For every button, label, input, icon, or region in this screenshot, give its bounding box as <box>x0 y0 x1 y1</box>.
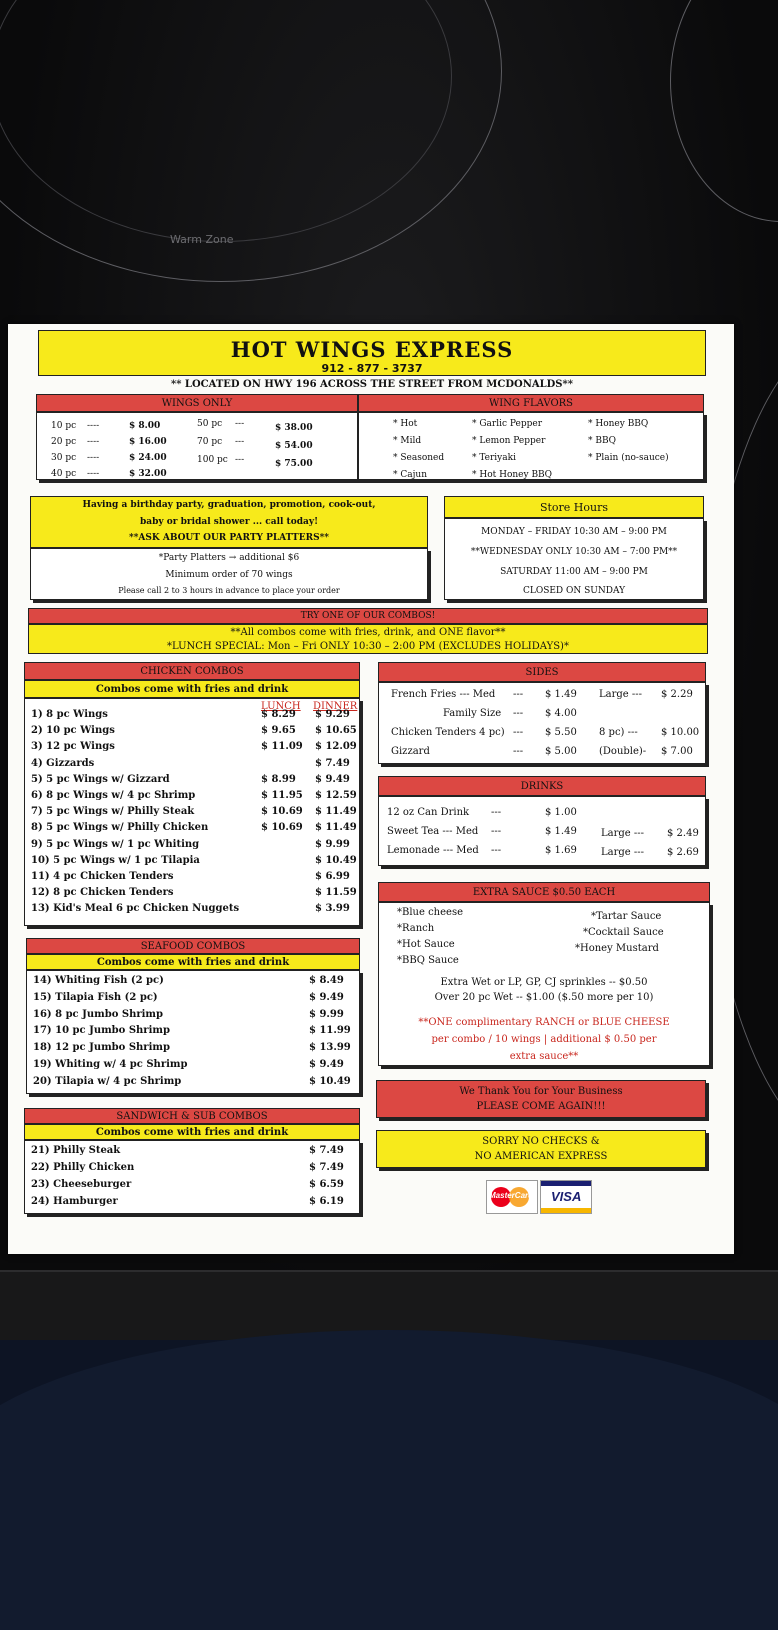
combo-dinner-price: $ 11.49 <box>315 822 357 834</box>
combo-dinner-price: $ 9.49 <box>315 773 350 785</box>
sides-header <box>378 662 706 682</box>
sides-title: SIDES <box>525 667 559 678</box>
flavor-item: * Seasoned <box>393 453 445 463</box>
sauce-note: Over 20 pc Wet -- $1.00 ($.50 more per 10) <box>434 992 654 1003</box>
side-dash: --- <box>513 727 524 738</box>
drink-dash: --- <box>491 807 502 818</box>
dinner-column-header: DINNER <box>313 701 358 712</box>
combos-banner-top <box>28 608 708 624</box>
thank-you-line: PLEASE COME AGAIN!!! <box>476 1101 606 1112</box>
sandwich-combos-title: SANDWICH & SUB COMBOS <box>116 1111 268 1122</box>
complimentary-sauce-note: extra sauce** <box>509 1051 579 1062</box>
hours-line: SATURDAY 11:00 AM – 9:00 PM <box>500 567 648 577</box>
wings-only-table <box>36 412 358 480</box>
combo-lunch-price: $ 8.29 <box>261 709 296 720</box>
wing-qty: 50 pc <box>197 419 223 429</box>
party-line: Please call 2 to 3 hours in advance to place your order <box>118 586 340 595</box>
combo-price: $ 10.49 <box>309 1075 351 1087</box>
flavor-item: * Teriyaki <box>472 453 516 463</box>
combo-item-name: 21) Philly Steak <box>31 1145 121 1156</box>
combo-dinner-price: $ 12.59 <box>315 790 357 801</box>
combo-dinner-price: $ 11.59 <box>315 887 357 899</box>
combo-dinner-price: $ 12.09 <box>315 741 357 753</box>
flavor-item: * Cajun <box>393 470 427 480</box>
side-large-price: $ 7.00 <box>661 746 693 757</box>
wing-qty: 70 pc <box>197 437 223 447</box>
warm-zone-label: Warm Zone <box>170 233 234 246</box>
seafood-combos-subtitle: Combos come with fries and drink <box>96 957 290 968</box>
combo-item-name: 14) Whiting Fish (2 pc) <box>33 975 164 986</box>
combo-item-name: 12) 8 pc Chicken Tenders <box>31 887 174 899</box>
wing-price: $ 32.00 <box>129 469 167 479</box>
store-hours-title: Store Hours <box>539 501 609 514</box>
party-line: baby or bridal shower ... call today! <box>139 517 319 527</box>
flavor-item: * Hot <box>393 419 418 429</box>
combo-item-name: 23) Cheeseburger <box>31 1179 132 1190</box>
wing-qty: 40 pc <box>51 469 77 479</box>
wing-dash: ---- <box>87 453 100 463</box>
sandwich-combos-subtitle: Combos come with fries and drink <box>95 1127 289 1138</box>
wing-dash: --- <box>235 455 245 465</box>
wing-price: $ 54.00 <box>275 441 313 451</box>
combo-item-name: 4) Gizzards <box>31 757 95 769</box>
wing-dash: --- <box>235 437 245 447</box>
thank-you-banner <box>376 1080 706 1118</box>
combo-lunch-price: $ 11.95 <box>261 790 303 801</box>
wing-dash: --- <box>235 419 245 429</box>
side-large-label: (Double)- <box>599 746 647 757</box>
flavor-item: * Hot Honey BBQ <box>472 470 553 480</box>
sides-table <box>378 682 706 764</box>
drink-item-name: 12 oz Can Drink <box>387 807 470 818</box>
side-item-name: Chicken Tenders 4 pc) <box>391 727 505 738</box>
combo-item-name: 19) Whiting w/ 4 pc Shrimp <box>33 1059 188 1070</box>
drink-dash: --- <box>491 845 502 856</box>
wing-qty: 20 pc <box>51 437 77 447</box>
combo-item-name: 1) 8 pc Wings <box>31 709 108 720</box>
wings-only-header <box>36 394 358 412</box>
wing-flavors-header <box>358 394 704 412</box>
drinks-title: DRINKS <box>520 781 564 792</box>
wing-dash: ---- <box>87 437 100 447</box>
hours-line: MONDAY – FRIDAY 10:30 AM – 9:00 PM <box>481 527 667 537</box>
seafood-combos-table <box>26 970 360 1094</box>
combo-item-name: 9) 5 pc Wings w/ 1 pc Whiting <box>31 838 200 850</box>
combo-price: $ 6.59 <box>309 1179 344 1190</box>
payment-note-banner <box>376 1130 706 1168</box>
party-line: Having a birthday party, graduation, promotion, cook-out, <box>82 500 376 510</box>
party-line: Minimum order of 70 wings <box>165 570 293 580</box>
combo-lunch-price: $ 10.69 <box>261 806 303 818</box>
lap-fabric <box>0 1330 778 1630</box>
drink-large-price: $ 2.49 <box>667 828 699 839</box>
combo-item-name: 17) 10 pc Jumbo Shrimp <box>33 1025 170 1037</box>
flavor-item: * Garlic Pepper <box>472 419 543 429</box>
side-price: $ 5.50 <box>545 727 577 738</box>
side-large-price: $ 10.00 <box>661 727 700 738</box>
combo-item-name: 10) 5 pc Wings w/ 1 pc Tilapia <box>31 854 200 866</box>
seafood-combos-header <box>26 938 360 954</box>
mastercard-icon <box>486 1180 538 1214</box>
drink-price: $ 1.49 <box>545 826 577 837</box>
wing-flavors-list <box>358 412 704 480</box>
complimentary-sauce-note: **ONE complimentary RANCH or BLUE CHEESE <box>418 1017 670 1028</box>
seafood-combos-title: SEAFOOD COMBOS <box>140 941 246 952</box>
drink-item-name: Sweet Tea --- Med <box>387 826 479 837</box>
side-price: $ 1.49 <box>545 689 577 700</box>
combo-price: $ 9.49 <box>309 1059 344 1070</box>
drink-large-label: Large --- <box>601 828 645 839</box>
menu-paper <box>8 324 734 1254</box>
combo-item-name: 7) 5 pc Wings w/ Philly Steak <box>31 806 195 818</box>
sauce-item: *Ranch <box>397 923 435 934</box>
side-large-price: $ 2.29 <box>661 689 693 700</box>
side-price: $ 4.00 <box>545 708 577 719</box>
combo-lunch-price: $ 8.99 <box>261 773 296 785</box>
combo-item-name: 18) 12 pc Jumbo Shrimp <box>33 1042 170 1054</box>
sauce-item: *Blue cheese <box>397 907 464 918</box>
seafood-combos-subheader <box>26 954 360 970</box>
wing-qty: 10 pc <box>51 421 77 431</box>
party-banner <box>30 496 428 548</box>
drinks-header <box>378 776 706 796</box>
combo-price: $ 8.49 <box>309 975 344 986</box>
location-note: ** LOCATED ON HWY 196 ACROSS THE STREET FROM MCDONALDS** <box>170 379 573 390</box>
hours-line: **WEDNESDAY ONLY 10:30 AM – 7:00 PM** <box>470 547 678 557</box>
sauce-item: *Tartar Sauce <box>591 911 662 922</box>
visa-icon <box>540 1180 592 1214</box>
side-item-name: Family Size <box>443 708 502 719</box>
combo-item-name: 20) Tilapia w/ 4 pc Shrimp <box>33 1075 182 1087</box>
party-line: *Party Platters → additional $6 <box>158 553 300 563</box>
combo-item-name: 2) 10 pc Wings <box>31 725 115 737</box>
combo-item-name: 6) 8 pc Wings w/ 4 pc Shrimp <box>31 790 196 801</box>
combo-item-name: 16) 8 pc Jumbo Shrimp <box>33 1008 163 1020</box>
combos-banner-title: TRY ONE OF OUR COMBOS! <box>300 611 436 621</box>
extra-sauce-box <box>378 902 710 1066</box>
sandwich-combos-header <box>24 1108 360 1124</box>
combo-lunch-price: $ 9.65 <box>261 725 296 737</box>
flavor-item: * Honey BBQ <box>588 419 649 429</box>
sauce-item: *BBQ Sauce <box>397 955 459 966</box>
party-details <box>30 548 428 600</box>
combo-dinner-price: $ 9.29 <box>315 709 350 720</box>
combo-price: $ 6.19 <box>309 1196 344 1207</box>
combo-price: $ 7.49 <box>309 1145 344 1156</box>
wing-price: $ 38.00 <box>275 423 313 433</box>
payment-note-line: NO AMERICAN EXPRESS <box>474 1151 608 1162</box>
accepted-cards <box>486 1180 596 1214</box>
combo-item-name: 22) Philly Chicken <box>31 1162 135 1173</box>
wing-price: $ 16.00 <box>129 437 167 447</box>
visa-wordmark: VISA <box>551 1189 582 1204</box>
combo-item-name: 24) Hamburger <box>31 1196 118 1207</box>
combos-banner-line: **All combos come with fries, drink, and ONE flavor** <box>230 627 506 638</box>
combo-lunch-price: $ 10.69 <box>261 822 303 834</box>
sauce-note: Extra Wet or LP, GP, CJ sprinkles -- $0.50 <box>440 977 648 988</box>
combo-item-name: 8) 5 pc Wings w/ Philly Chicken <box>31 822 209 834</box>
drink-large-label: Large --- <box>601 847 645 858</box>
combo-lunch-price: $ 11.09 <box>261 741 303 753</box>
flavor-item: * Lemon Pepper <box>472 436 546 446</box>
combo-item-name: 13) Kid's Meal 6 pc Chicken Nuggets <box>31 903 240 915</box>
combo-dinner-price: $ 11.49 <box>315 806 357 818</box>
extra-sauce-header <box>378 882 710 902</box>
combo-dinner-price: $ 7.49 <box>315 757 350 769</box>
combos-banner <box>28 624 708 654</box>
chicken-combos-subheader <box>24 680 360 698</box>
burner-ring <box>670 0 778 222</box>
hours-line: CLOSED ON SUNDAY <box>522 586 626 596</box>
restaurant-title: HOT WINGS EXPRESS <box>230 337 514 362</box>
store-hours-list <box>444 518 704 600</box>
drink-price: $ 1.00 <box>545 807 577 818</box>
drink-item-name: Lemonade --- Med <box>387 845 479 856</box>
wings-only-title: WINGS ONLY <box>161 398 233 409</box>
sauce-item: *Honey Mustard <box>575 943 659 954</box>
wing-price: $ 75.00 <box>275 459 313 469</box>
combo-item-name: 15) Tilapia Fish (2 pc) <box>33 991 158 1003</box>
side-dash: --- <box>513 689 524 700</box>
combo-dinner-price: $ 10.65 <box>315 725 357 737</box>
combo-price: $ 9.49 <box>309 991 344 1003</box>
complimentary-sauce-note: per combo / 10 wings | additional $ 0.50 per <box>431 1034 657 1045</box>
chicken-combos-header <box>24 662 360 680</box>
side-dash: --- <box>513 746 524 757</box>
sandwich-combos-table <box>24 1140 360 1214</box>
drink-large-price: $ 2.69 <box>667 847 699 858</box>
side-large-label: 8 pc) --- <box>599 727 638 738</box>
wing-qty: 30 pc <box>51 453 77 463</box>
extra-sauce-title: EXTRA SAUCE $0.50 EACH <box>472 887 616 898</box>
flavor-item: * BBQ <box>588 436 616 446</box>
sauce-item: *Cocktail Sauce <box>583 927 664 938</box>
chicken-combos-table <box>24 698 360 926</box>
combo-dinner-price: $ 10.49 <box>315 854 357 866</box>
combo-item-name: 11) 4 pc Chicken Tenders <box>31 871 174 882</box>
drink-price: $ 1.69 <box>545 845 577 856</box>
combo-dinner-price: $ 3.99 <box>315 903 350 915</box>
header-banner <box>38 330 706 376</box>
wing-dash: ---- <box>87 421 100 431</box>
chicken-combos-subtitle: Combos come with fries and drink <box>95 684 289 695</box>
chicken-combos-title: CHICKEN COMBOS <box>140 666 244 677</box>
mastercard-wordmark: MasterCard <box>489 1191 534 1200</box>
wing-price: $ 8.00 <box>129 421 161 431</box>
payment-note-line: SORRY NO CHECKS & <box>482 1136 600 1147</box>
drink-dash: --- <box>491 826 502 837</box>
wing-flavors-title: WING FLAVORS <box>488 398 574 409</box>
store-hours-header <box>444 496 704 518</box>
side-item-name: French Fries --- Med <box>391 689 496 700</box>
side-item-name: Gizzard <box>391 746 430 757</box>
side-large-label: Large --- <box>599 689 643 700</box>
combo-dinner-price: $ 9.99 <box>315 838 350 850</box>
flavor-item: * Plain (no-sauce) <box>588 453 669 463</box>
combo-item-name: 5) 5 pc Wings w/ Gizzard <box>31 773 170 785</box>
party-platters-ask: **ASK ABOUT OUR PARTY PLATTERS** <box>128 533 329 543</box>
combo-price: $ 9.99 <box>309 1008 344 1020</box>
lunch-special-note: *LUNCH SPECIAL: Mon – Fri ONLY 10:30 – 2:00 PM (EXCLUDES HOLIDAYS)* <box>167 641 569 652</box>
side-dash: --- <box>513 708 524 719</box>
combo-price: $ 7.49 <box>309 1162 344 1173</box>
lunch-column-header: LUNCH <box>261 701 301 712</box>
flavor-item: * Mild <box>393 436 422 446</box>
combo-item-name: 3) 12 pc Wings <box>31 741 115 753</box>
sauce-item: *Hot Sauce <box>397 939 455 950</box>
drinks-table <box>378 796 706 866</box>
wing-dash: ---- <box>87 469 100 479</box>
side-price: $ 5.00 <box>545 746 577 757</box>
combo-price: $ 11.99 <box>309 1025 351 1037</box>
sandwich-combos-subheader <box>24 1124 360 1140</box>
thank-you-line: We Thank You for Your Business <box>459 1086 623 1097</box>
combo-price: $ 13.99 <box>309 1042 351 1054</box>
phone-number: 912 - 877 - 3737 <box>321 362 423 375</box>
wing-qty: 100 pc <box>197 455 228 465</box>
combo-dinner-price: $ 6.99 <box>315 871 350 882</box>
wing-price: $ 24.00 <box>129 453 167 463</box>
